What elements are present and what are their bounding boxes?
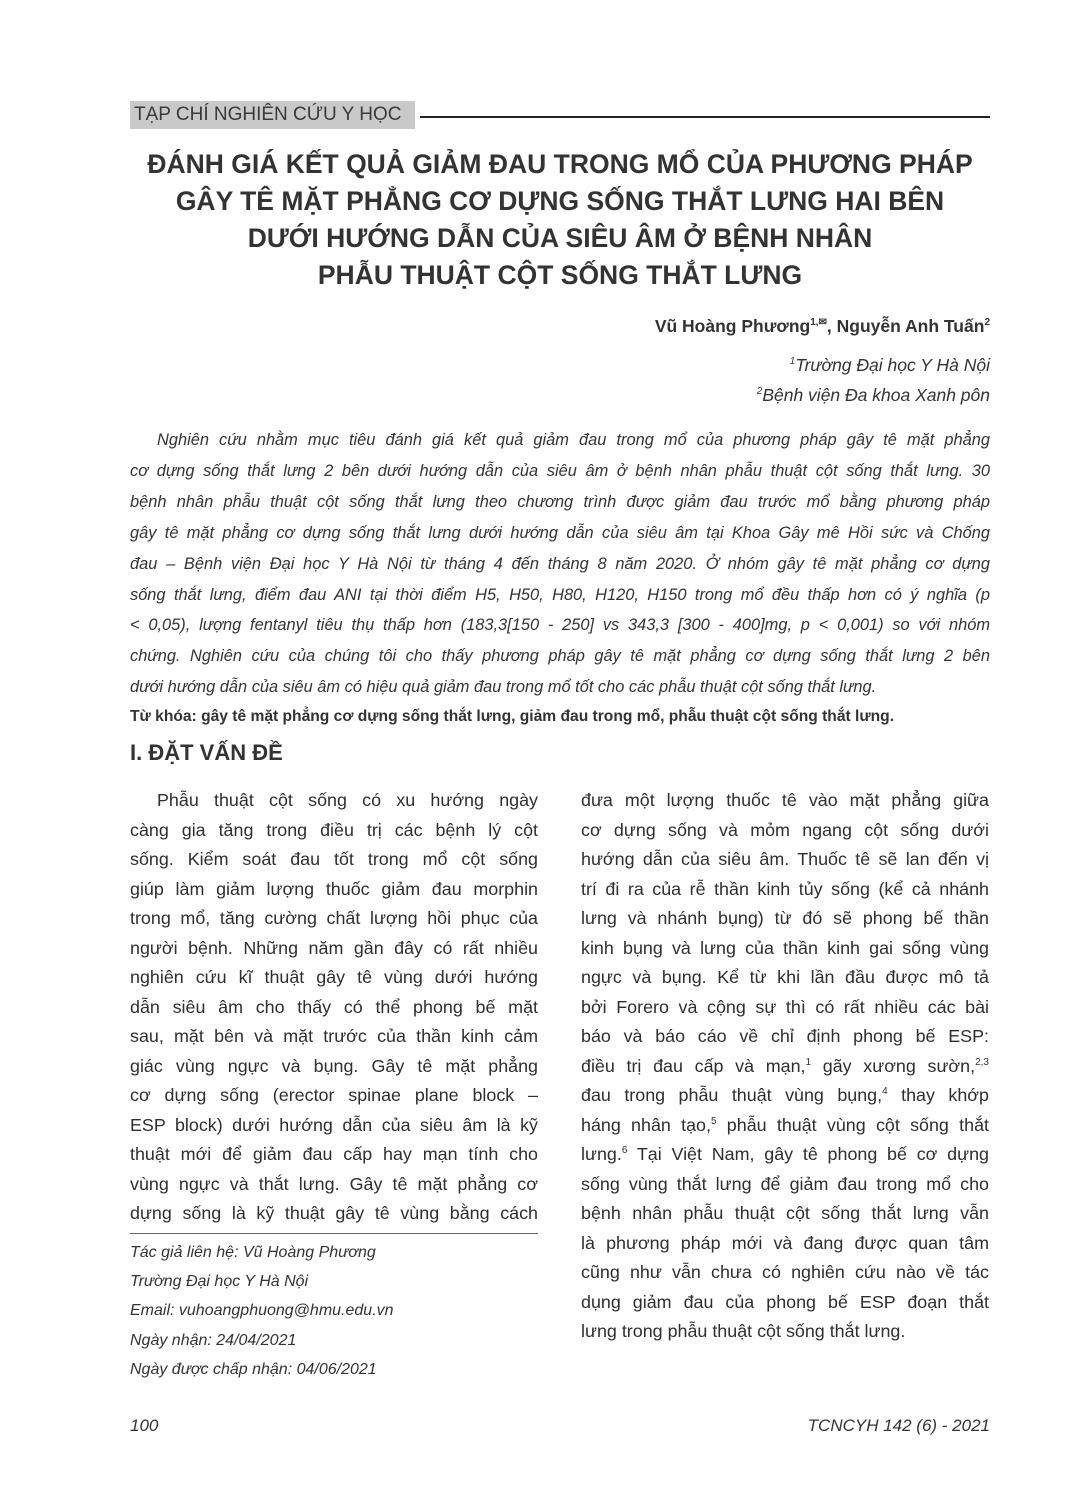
journal-header (130, 101, 990, 129)
affiliation-text: Bệnh viện Đa khoa Xanh pôn (762, 385, 990, 405)
issue-info: TCNCYH 142 (6) - 2021 (807, 1416, 990, 1435)
footnote-received-date: Ngày nhận: 24/04/2021 (130, 1332, 297, 1349)
abstract-line: cơ dựng sống thắt lưng 2 bên dưới hướng dẫn của siêu âm ở bệnh nhân phẫu thuật cột sống thắt lưng. 30 (130, 461, 990, 480)
body-line: cơ dựng sống (erector spinae plane block – (130, 1085, 538, 1105)
citation-ref: 4 (882, 1086, 888, 1098)
article-title (100, 146, 1020, 294)
footnote-institution: Trường Đại học Y Hà Nội (130, 1273, 309, 1290)
body-line: càng gia tăng trong điều trị các bệnh lý cột (130, 819, 538, 840)
footnote-accepted-date: Ngày được chấp nhận: 04/06/2021 (130, 1361, 377, 1378)
body-line (581, 1140, 989, 1170)
body-line (581, 1081, 989, 1111)
body-line: giúp làm giảm lượng thuốc giảm đau morphin (130, 878, 538, 899)
abstract-line: Nghiên cứu nhằm mục tiêu đánh giá kết quả giảm đau trong mổ của phương pháp gây tê mặt phẳng (157, 431, 990, 449)
footnote-corresponding-author: Tác giả liên hệ: Vũ Hoàng Phương (130, 1244, 376, 1261)
body-line: dẫn siêu âm cho thấy có thể phong bế mặt (130, 996, 538, 1017)
abstract-line: gây tê mặt phẳng cơ dựng sống thắt lưng dưới hướng dẫn của siêu âm tại Khoa Gây mê Hồi sức và Chống (130, 523, 990, 542)
body-column-left (130, 786, 538, 1229)
line-part: gãy xương sườn, (811, 1055, 976, 1076)
affiliation (757, 385, 990, 406)
title-line: GÂY TÊ MẶT PHẲNG CƠ DỰNG SỐNG THẮT LƯNG HAI BÊN (175, 186, 945, 216)
author-name: Vũ Hoàng Phương (654, 316, 811, 336)
citation-ref: 6 (621, 1145, 628, 1157)
line-part: lưng. (581, 1144, 622, 1164)
body-line: bởi Forero và cộng sự thì có rất nhiều các bài (581, 996, 989, 1017)
body-line: giác vùng ngực và bụng. Gây tê mặt phẳng (130, 1055, 538, 1076)
header-rule (420, 116, 990, 118)
citation-ref: 5 (710, 1115, 717, 1127)
author-separator: , (826, 316, 837, 336)
body-line: thuật mới để giảm đau cấp hay mạn tính cho (130, 1144, 538, 1164)
body-line: báo và báo cáo về chỉ định phong bế ESP: (581, 1026, 989, 1046)
body-line: ngực và bụng. Kể từ khi lần đầu được mô tả (581, 967, 989, 987)
line-part: phẫu thuật vùng cột sống thắt (716, 1114, 989, 1135)
body-line: trí đi ra của rễ thần kinh tủy sống (kể cả nhánh (581, 878, 989, 899)
body-line (581, 1052, 989, 1082)
body-line: sau, mặt bên và mặt trước của thần kinh cảm (130, 1026, 538, 1046)
citation-ref: 2,3 (975, 1056, 989, 1068)
author-list (655, 316, 990, 337)
affiliation-text: Trường Đại học Y Hà Nội (795, 355, 990, 375)
abstract-line: đau – Bệnh viện Đại học Y Hà Nội từ tháng 4 đến tháng 8 năm 2020. Ở nhóm gây tê mặt phẳng cơ dựng (130, 554, 990, 573)
line-part: háng nhân tạo, (581, 1114, 711, 1135)
body-line: trong mổ, tăng cường chất lượng hồi phục của (130, 908, 538, 928)
abstract-line: < 0,05), lượng fentanyl tiêu thụ thấp hơn (183,3[150 - 250] vs 343,3 [300 - 400]mg, p < 0,001) so với nhóm (130, 616, 990, 635)
line-part: Tại Việt Nam, gây tê phong bế cơ dựng (627, 1144, 989, 1164)
abstract-line: dưới hướng dẫn của siêu âm có hiệu quả giảm đau trong mổ tốt cho các phẫu thuật cột sống thắt lưng. (130, 678, 877, 697)
journal-name-tag: TẠP CHÍ NGHIÊN CỨU Y HỌC (130, 101, 415, 129)
body-line: vùng ngực và thắt lưng. Gây tê mặt phẳng cơ (130, 1173, 538, 1194)
body-line: dụng giảm đau của phong bế ESP đoạn thắt (581, 1291, 989, 1312)
footnote-email: Email: vuhoangphuong@hmu.edu.vn (130, 1302, 394, 1319)
body-line: cũng như vẫn chưa có nghiên cứu nào về tác (581, 1262, 989, 1282)
section-heading: I. ĐẶT VẤN ĐỀ (130, 740, 283, 765)
body-line: dựng sống là kỹ thuật gây tê vùng bằng cách (130, 1203, 538, 1223)
citation-ref: 1 (805, 1056, 812, 1068)
abstract-line: bệnh nhân phẫu thuật cột sống thắt lưng theo chương trình được giảm đau trước mổ bằng phương pháp (130, 492, 990, 511)
author-superscript: 1,✉ (810, 317, 827, 329)
body-column-right (581, 786, 989, 1347)
body-line: nghiên cứu kĩ thuật gây tê vùng dưới hướng (130, 967, 538, 987)
author-superscript: 2 (984, 317, 990, 329)
affiliation-number: 1 (789, 356, 796, 368)
body-line: bệnh nhân phẫu thuật cột sống thắt lưng vẫn (581, 1203, 989, 1223)
affiliation (790, 355, 990, 376)
body-line: sống. Kiểm soát đau tốt trong mổ cột sống (130, 849, 538, 869)
body-line: lưng trong phẫu thuật cột sống thắt lưng. (581, 1321, 906, 1341)
body-line: ESP block) dưới hướng dẫn của siêu âm là kỹ (130, 1114, 538, 1135)
footnote-rule (130, 1233, 538, 1234)
abstract-line: sống thắt lưng, điểm đau ANI tại thời điểm H5, H50, H80, H120, H150 trong mổ đều thấp hơn có ý nghĩa (p (130, 585, 990, 604)
abstract (130, 425, 990, 703)
body-line: cơ dựng sống và mỏm ngang cột sống dưới (581, 819, 989, 840)
affiliation-number: 2 (756, 386, 763, 398)
title-line: PHẪU THUẬT CỘT SỐNG THẮT LƯNG (317, 260, 803, 290)
line-part: thay khớp (887, 1085, 989, 1105)
body-line: là phương pháp mới và đang được quan tâm (581, 1232, 989, 1253)
body-line: kinh bụng và lưng của thần kinh gai sống vùng (581, 937, 989, 958)
body-line: lưng và nhánh bụng) từ đó sẽ phong bế thần (581, 908, 989, 928)
body-line: hướng dẫn của siêu âm. Thuốc tê sẽ lan đến vị (581, 849, 989, 869)
body-line: Phẫu thuật cột sống có xu hướng ngày (157, 790, 538, 810)
keywords: Từ khóa: gây tê mặt phẳng cơ dựng sống thắt lưng, giảm đau trong mổ, phẫu thuật cột sống thắt lưng. (130, 708, 895, 725)
line-part: đau trong phẫu thuật vùng bụng, (581, 1085, 883, 1105)
body-line: đưa một lượng thuốc tê vào mặt phẳng giữa (581, 790, 989, 810)
author-name: Nguyễn Anh Tuấn (836, 316, 985, 336)
body-line: người bệnh. Những năm gần đây có rất nhiều (130, 937, 538, 958)
line-part: điều trị đau cấp và mạn, (581, 1055, 806, 1076)
abstract-line: chứng. Nghiên cứu của chúng tôi cho thấy phương pháp gây tê mặt phẳng cơ dựng sống thắt lưng 2 bên (130, 647, 990, 666)
title-line: ĐÁNH GIÁ KẾT QUẢ GIẢM ĐAU TRONG MỔ CỦA PHƯƠNG PHÁP (147, 149, 973, 179)
page-number: 100 (130, 1416, 159, 1435)
body-line: sống vùng thắt lưng để giảm đau trong mổ cho (581, 1173, 989, 1194)
title-line: DƯỚI HƯỚNG DẪN CỦA SIÊU ÂM Ở BỆNH NHÂN (247, 223, 873, 253)
body-line (581, 1111, 989, 1141)
